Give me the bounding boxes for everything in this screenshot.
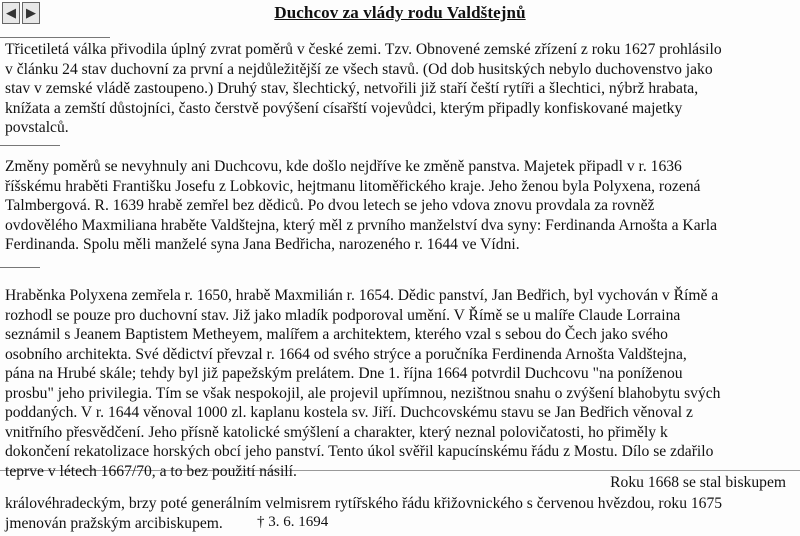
- forward-arrow-icon: ▶: [26, 5, 36, 21]
- paragraph-archbishop: královéhradeckým, brzy poté generálním velmisrem rytířského řádu křižovnického s červenou hvězdou, roku 1675 jmenován pražským arcibiskupem.: [5, 495, 723, 532]
- paragraph-jan-bedrich: Hraběnka Polyxena zemřela r. 1650, hrabě Maxmilián r. 1654. Dědic panství, Jan Bedřich, byl vychován v Římě a rozhodl se pouze pro duchovní stav. Již jako mladík podporoval umění. V Římě se u malíře Claude Lorraina seznámil s Jeanem Baptistem Metheyem, malířem a architektem, kterého vzal s sebou do Čech jako svého osobního architekta. Své dědictví převzal r. 1664 od svého strýce a poručníka Ferdinenda Arnošta Valdštejna, pána na Hrubé skále; tehdy byl již papežským prelátem. Dne 1. října 1664 potvrdil Duchcovu "na poníženou prosbu" jeho privilegia. Tím se však nespokojil, ale projevil upřímnou, nezištnou snahu o zvýšení blahobytu svých poddaných. V r. 1644 věnoval 1000 zl. kaplanu kostela sv. Jiří. Duchcovskému stavu se Jan Bedřich věnoval z vnitřního přesvědčení. Jeho přísně katolické smýšlení a charakter, který neznal polovičatosti, ho přiměly k dokončení rekatolizace horských obcí jeho panství. Tento úkol svěřil kapucínskému řádu z Mostu. Dílo se zdařilo teprve v létech 1667/70, a to bez použití násilí.: [5, 287, 721, 480]
- paragraph-ownership: Změny poměrů se nevyhnuly ani Duchcovu, kde došlo nejdříve ke změně panstva. Majetek připadl v r. 1636 říšskému hraběti Františku Josefu z Lobkovic, hejtmanu litoměřického kraje. Jeho ženou byla Polyxena, rozená Talmbergová. R. 1639 hrabě zemřel bez dědiců. Po dvou letech se jeho vdova znovu provdala za rovněž ovdovělého Maxmiliana hraběte Valdštejna, který měl z prvního manželství dva syny: Ferdinanda Arnošta a Karla Ferdinanda. Spolu měli manželé syna Jana Bedřicha, narozeného r. 1644 ve Vídni.: [5, 158, 718, 253]
- back-arrow-icon: ◀: [6, 5, 16, 21]
- divider-line: [0, 145, 60, 146]
- paragraph-war: Třicetiletá válka přivodila úplný zvrat poměrů v české zemi. Tzv. Obnovené zemské zřízení z roku 1627 prohlásilo v článku 24 stav duchovní za první a nejdůležitější ze všech stavů. (Od dob husitských nebylo duchovenstvo jako stav v zemské vládě zastoupeno.) Druhý stav, šlechtický, netvořili již staří čeští rytíři a šlechtici, nýbrž hrabata, knížata a zemští důstojníci, často čerstvě povýšení císařští vojevůdci, kterým připadly konfiskované majetky povstalců.: [5, 41, 722, 136]
- death-date: † 3. 6. 1694: [257, 514, 329, 530]
- bishop-note: Roku 1668 se stal biskupem: [610, 474, 786, 491]
- page-title: Duchcov za vlády rodu Valdštejnů: [274, 3, 526, 22]
- divider-line: [0, 37, 110, 38]
- divider-line: [0, 267, 40, 268]
